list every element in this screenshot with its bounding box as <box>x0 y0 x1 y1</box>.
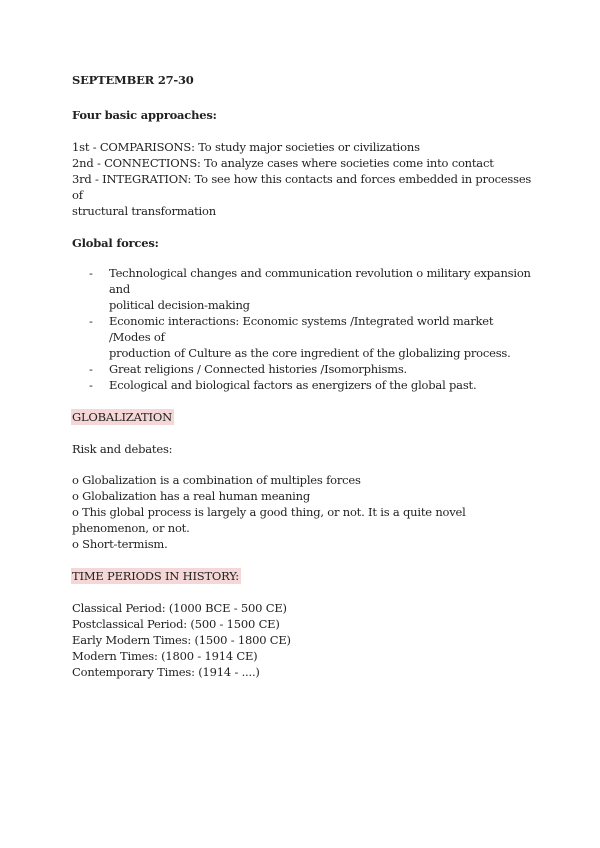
risk-list <box>72 472 532 552</box>
list-item: Contemporary Times: (1914 - ....) <box>72 665 260 679</box>
list-item: o This global process is largely a good thing, or not. It is a quite novel phenomenon, or not. <box>72 505 466 535</box>
globalization-heading: GLOBALIZATION <box>72 410 172 424</box>
globalization-section <box>72 409 532 425</box>
list-item: Early Modern Times: (1500 - 1800 CE) <box>72 633 291 647</box>
list-item <box>72 265 532 313</box>
list-item: o Short-termism. <box>72 537 168 551</box>
list-item-line: Ecological and biological factors as energizers of the global past. <box>109 378 477 392</box>
dash-bullet: - <box>89 314 93 328</box>
approaches-list <box>72 139 532 219</box>
list-item: Modern Times: (1800 - 1914 CE) <box>72 649 258 663</box>
page-title: SEPTEMBER 27-30 <box>72 73 194 87</box>
document-page <box>72 68 532 680</box>
risk-subtitle: Risk and debates: <box>72 442 173 456</box>
list-item <box>72 313 532 361</box>
list-item: o Globalization is a combination of multiples forces <box>72 473 361 487</box>
approach-line: structural transformation <box>72 204 216 218</box>
approach-line: 2nd - CONNECTIONS: To analyze cases where societies come into contact <box>72 156 494 170</box>
time-periods-section <box>72 568 532 584</box>
approach-line: 1st - COMPARISONS: To study major societies or civilizations <box>72 140 420 154</box>
list-item: Postclassical Period: (500 - 1500 CE) <box>72 617 280 631</box>
list-item-line: production of Culture as the core ingredient of the globalizing process. <box>109 346 511 360</box>
list-item-line: political decision-making <box>109 298 250 312</box>
time-periods-heading: TIME PERIODS IN HISTORY: <box>72 569 239 583</box>
approach-line: 3rd - INTEGRATION: To see how this contacts and forces embedded in processes of <box>72 172 532 202</box>
list-item <box>72 377 532 393</box>
list-item-line: Technological changes and communication revolution o military expansion and <box>109 266 531 296</box>
list-item: Classical Period: (1000 BCE - 500 CE) <box>72 601 287 615</box>
time-periods-list <box>72 600 532 680</box>
list-item <box>72 361 532 377</box>
approaches-heading: Four basic approaches: <box>72 108 217 122</box>
global-forces-list <box>72 265 532 393</box>
dash-bullet: - <box>89 378 93 392</box>
dash-bullet: - <box>89 362 93 376</box>
list-item-line: Great religions / Connected histories /Isomorphisms. <box>109 362 408 376</box>
dash-bullet: - <box>89 266 93 280</box>
global-forces-heading: Global forces: <box>72 236 159 250</box>
list-item-line: Economic interactions: Economic systems /Integrated world market /Modes of <box>109 314 494 344</box>
list-item: o Globalization has a real human meaning <box>72 489 311 503</box>
